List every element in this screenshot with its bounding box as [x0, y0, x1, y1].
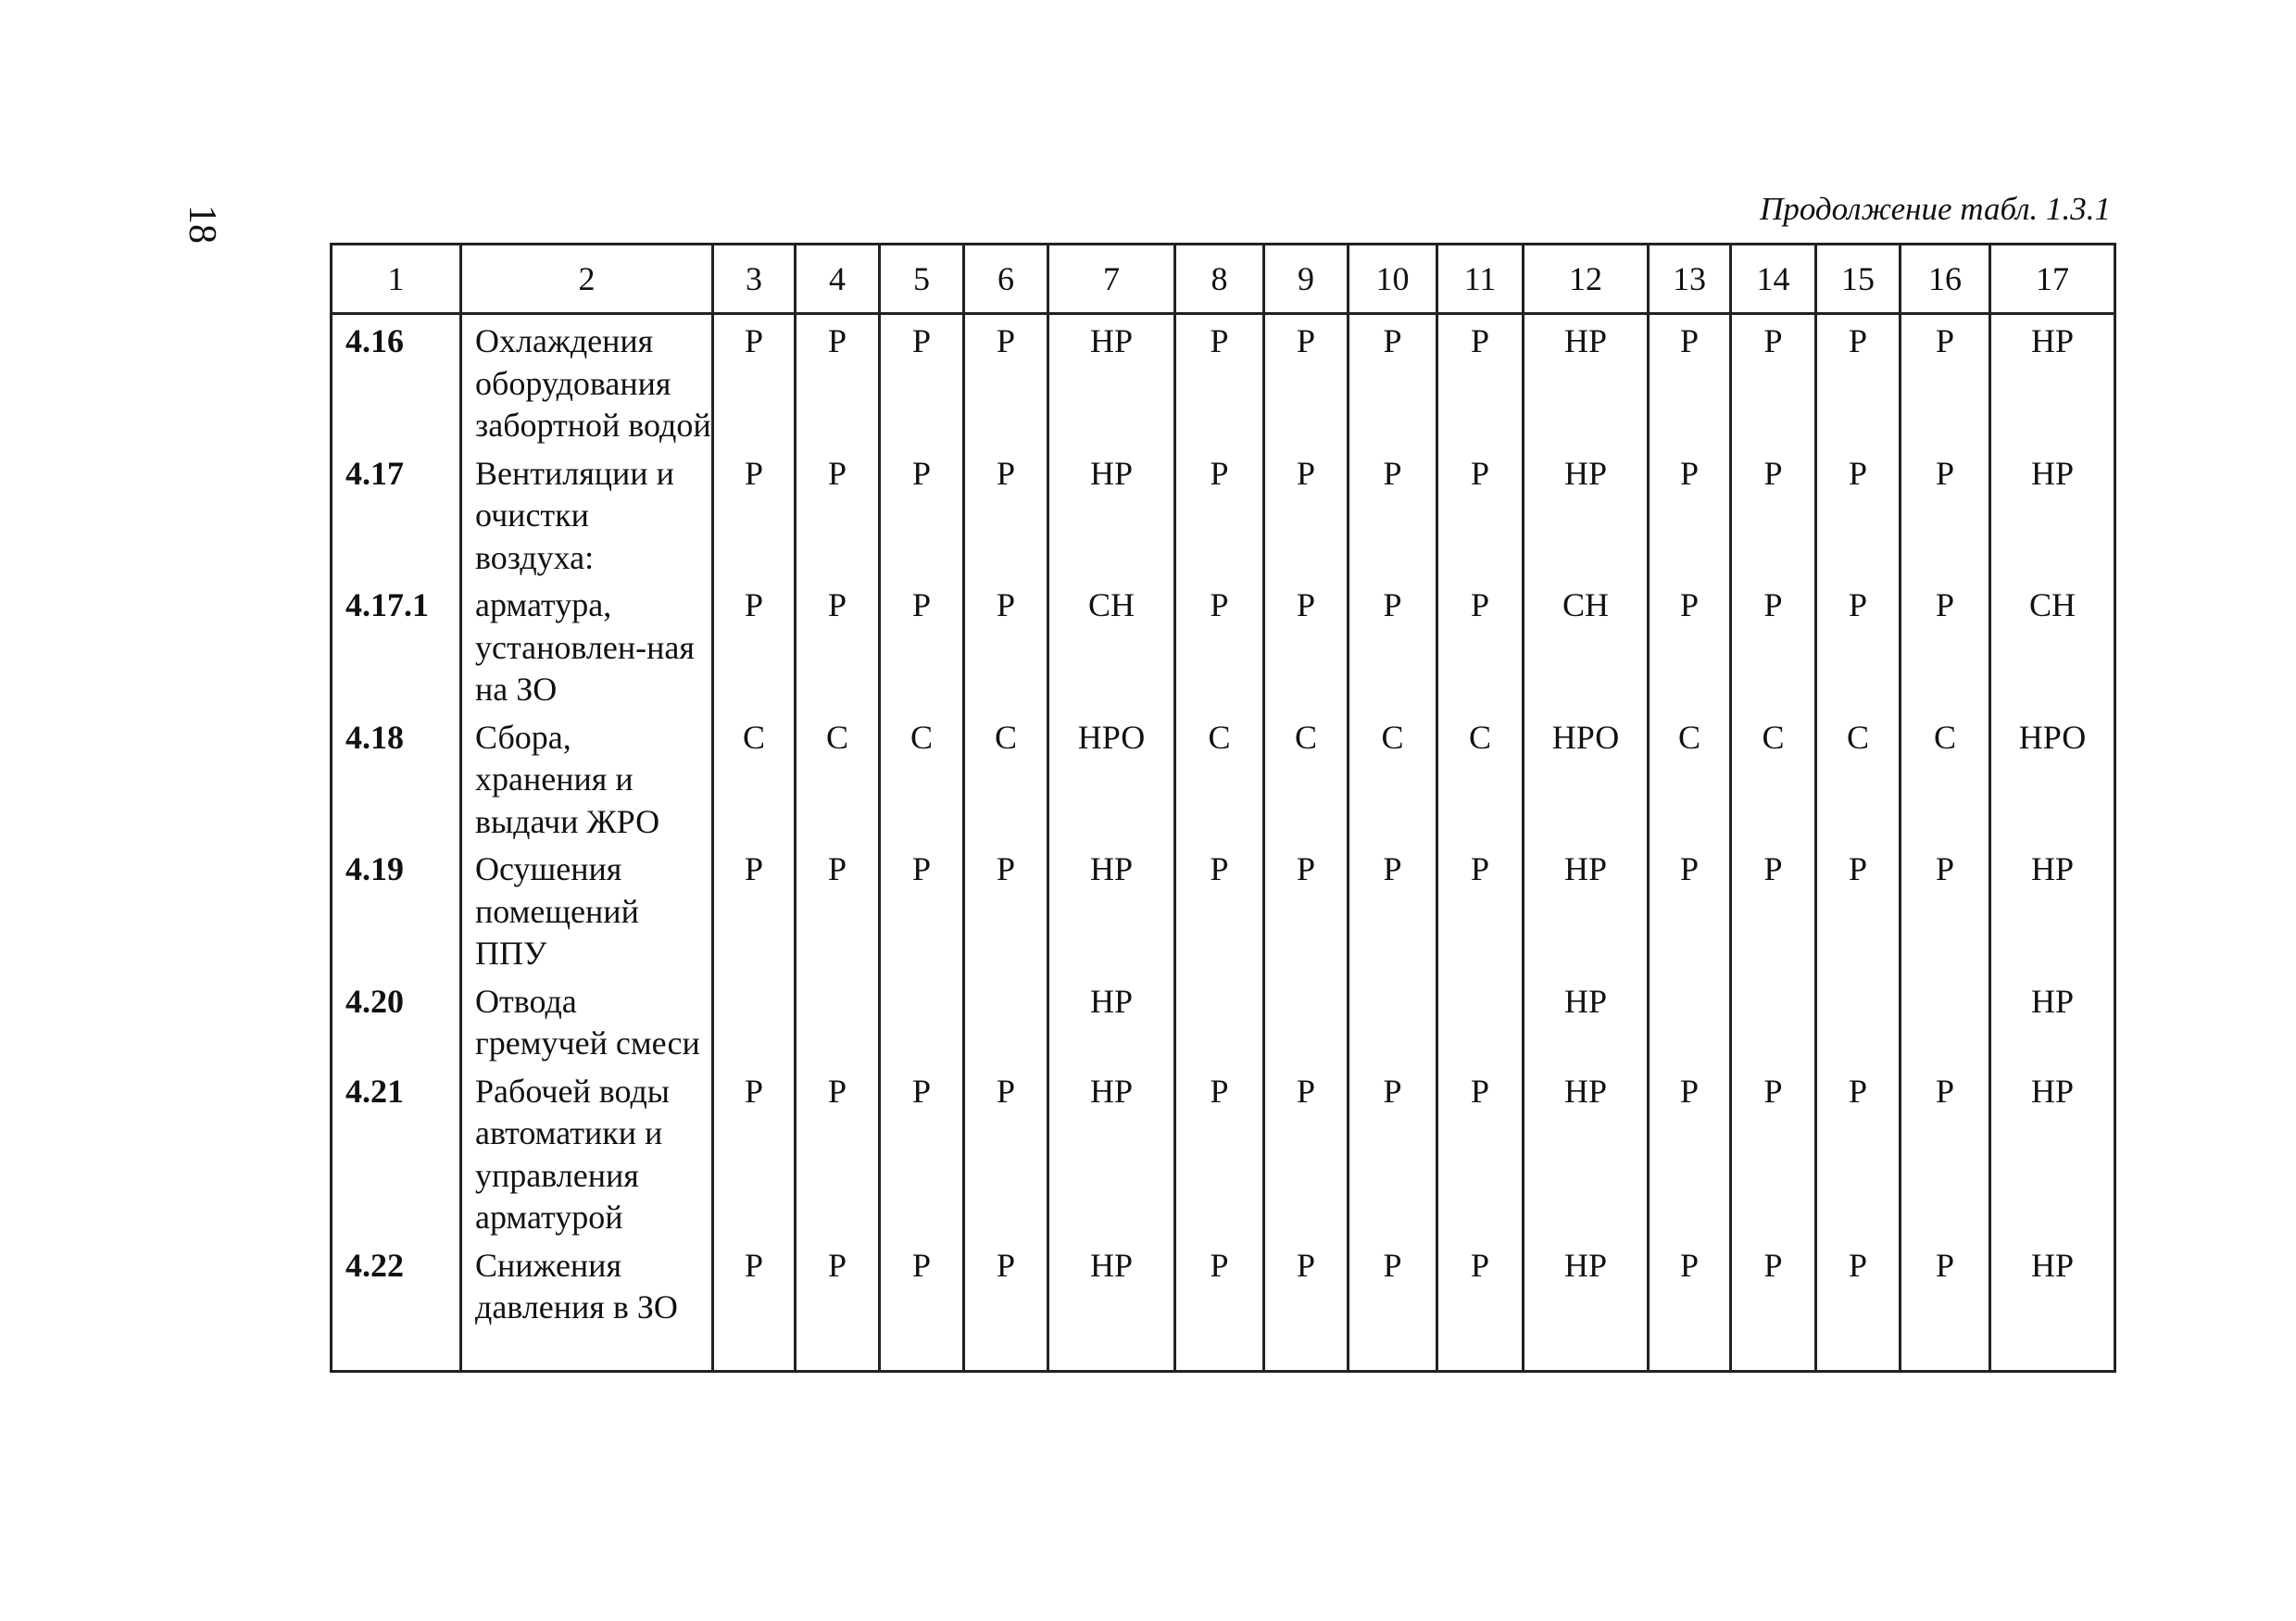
column-header: 12 [1524, 245, 1649, 314]
cell-value: Р [1816, 1065, 1901, 1239]
cell-value: Р [1649, 1239, 1731, 1372]
row-number: 4.21 [332, 1065, 461, 1239]
table-row [332, 447, 2115, 580]
cell-value: Р [1816, 1239, 1901, 1372]
cell-value: С [1816, 711, 1901, 844]
column-header: 8 [1175, 245, 1264, 314]
cell-value: Р [1901, 579, 1990, 711]
row-number: 4.17 [332, 447, 461, 580]
cell-value: Р [796, 1065, 880, 1239]
cell-value: Р [1264, 579, 1349, 711]
cell-value: Р [1349, 579, 1437, 711]
cell-value: Р [1816, 314, 1901, 447]
cell-value: Р [796, 447, 880, 580]
cell-value: Р [1349, 843, 1437, 975]
cell-value: СН [1524, 579, 1649, 711]
cell-value [1816, 975, 1901, 1065]
cell-value: Р [713, 447, 796, 580]
cell-value: НР [1524, 447, 1649, 580]
cell-value: Р [964, 843, 1048, 975]
table-body [332, 314, 2115, 1372]
cell-value: Р [880, 843, 964, 975]
table-row [332, 1239, 2115, 1372]
cell-value: Р [1649, 579, 1731, 711]
cell-value: Р [964, 1065, 1048, 1239]
column-header: 10 [1349, 245, 1437, 314]
cell-value: Р [1901, 314, 1990, 447]
cell-value: Р [1731, 579, 1816, 711]
cell-value: Р [1901, 1065, 1990, 1239]
cell-value: Р [1901, 843, 1990, 975]
cell-value: Р [880, 1065, 964, 1239]
table-row [332, 314, 2115, 447]
cell-value: Р [1437, 579, 1524, 711]
column-header: 1 [332, 245, 461, 314]
cell-value: Р [1816, 843, 1901, 975]
cell-value: НРО [1048, 711, 1175, 844]
cell-value: Р [880, 447, 964, 580]
cell-value: Р [964, 579, 1048, 711]
cell-value: С [880, 711, 964, 844]
cell-value: Р [796, 843, 880, 975]
cell-value: С [1264, 711, 1349, 844]
cell-value: Р [1175, 447, 1264, 580]
cell-value: Р [1437, 1065, 1524, 1239]
cell-value: С [1649, 711, 1731, 844]
cell-value: Р [1175, 1239, 1264, 1372]
cell-value: НР [1990, 447, 2115, 580]
cell-value [880, 975, 964, 1065]
cell-value: НР [1048, 314, 1175, 447]
cell-value: НР [1524, 1239, 1649, 1372]
cell-value: НР [1524, 843, 1649, 975]
cell-value [1264, 975, 1349, 1065]
cell-value: С [796, 711, 880, 844]
row-name: Снижения давления в ЗО [461, 1239, 713, 1372]
row-name: Рабочей воды автоматики и управления арматурой [461, 1065, 713, 1239]
cell-value: Р [796, 1239, 880, 1372]
cell-value: Р [1349, 314, 1437, 447]
column-header: 13 [1649, 245, 1731, 314]
table-row [332, 579, 2115, 711]
cell-value: С [1175, 711, 1264, 844]
cell-value [1349, 975, 1437, 1065]
cell-value: Р [713, 1065, 796, 1239]
cell-value: НР [1048, 843, 1175, 975]
column-header: 9 [1264, 245, 1349, 314]
cell-value [1649, 975, 1731, 1065]
cell-value: Р [1731, 1239, 1816, 1372]
cell-value: Р [1731, 314, 1816, 447]
column-header: 17 [1990, 245, 2115, 314]
cell-value: Р [1175, 579, 1264, 711]
cell-value: Р [1264, 1239, 1349, 1372]
cell-value: НР [1524, 975, 1649, 1065]
cell-value: Р [1264, 447, 1349, 580]
cell-value: Р [880, 314, 964, 447]
cell-value: Р [1349, 1065, 1437, 1239]
cell-value: НР [1048, 1065, 1175, 1239]
cell-value: Р [880, 1239, 964, 1372]
cell-value: Р [1264, 314, 1349, 447]
column-header: 5 [880, 245, 964, 314]
cell-value: Р [1437, 447, 1524, 580]
cell-value: НР [1524, 314, 1649, 447]
cell-value: НР [1990, 314, 2115, 447]
cell-value: НР [1048, 447, 1175, 580]
cell-value [964, 975, 1048, 1065]
row-name: арматура, установлен-ная на ЗО [461, 579, 713, 711]
cell-value: СН [1048, 579, 1175, 711]
cell-value: С [964, 711, 1048, 844]
cell-value [1175, 975, 1264, 1065]
cell-value: Р [1731, 1065, 1816, 1239]
row-name: Отвода гремучей смеси [461, 975, 713, 1065]
cell-value: Р [1816, 579, 1901, 711]
cell-value: Р [1175, 314, 1264, 447]
cell-value [1437, 975, 1524, 1065]
cell-value: Р [1901, 447, 1990, 580]
cell-value: Р [880, 579, 964, 711]
cell-value: НР [1048, 1239, 1175, 1372]
column-header: 2 [461, 245, 713, 314]
row-number: 4.19 [332, 843, 461, 975]
cell-value: СН [1990, 579, 2115, 711]
cell-value: НР [1048, 975, 1175, 1065]
table-row [332, 1065, 2115, 1239]
page-number: 18 [181, 205, 223, 244]
column-header: 3 [713, 245, 796, 314]
cell-value: Р [964, 1239, 1048, 1372]
column-header: 11 [1437, 245, 1524, 314]
table-row [332, 843, 2115, 975]
cell-value: Р [713, 314, 796, 447]
cell-value: С [1437, 711, 1524, 844]
column-header: 15 [1816, 245, 1901, 314]
cell-value [1901, 975, 1990, 1065]
cell-value [713, 975, 796, 1065]
row-name: Охлаждения оборудования забортной водой [461, 314, 713, 447]
cell-value: С [1349, 711, 1437, 844]
row-name: Сбора, хранения и выдачи ЖРО [461, 711, 713, 844]
cell-value: Р [1349, 1239, 1437, 1372]
cell-value: Р [1437, 1239, 1524, 1372]
cell-value: Р [1175, 843, 1264, 975]
cell-value: Р [1437, 843, 1524, 975]
cell-value: С [1731, 711, 1816, 844]
column-header: 7 [1048, 245, 1175, 314]
cell-value: Р [796, 314, 880, 447]
cell-value: Р [1901, 1239, 1990, 1372]
cell-value: Р [1175, 1065, 1264, 1239]
row-number: 4.20 [332, 975, 461, 1065]
cell-value: Р [713, 1239, 796, 1372]
header-row [332, 245, 2115, 314]
row-number: 4.17.1 [332, 579, 461, 711]
cell-value: Р [1264, 1065, 1349, 1239]
cell-value: Р [1349, 447, 1437, 580]
cell-value: Р [1649, 314, 1731, 447]
table-row [332, 975, 2115, 1065]
cell-value: Р [796, 579, 880, 711]
column-header: 6 [964, 245, 1048, 314]
cell-value [796, 975, 880, 1065]
cell-value: Р [1437, 314, 1524, 447]
row-number: 4.22 [332, 1239, 461, 1372]
cell-value: НР [1990, 975, 2115, 1065]
data-table [330, 243, 2116, 1373]
row-name: Осушения помещений ППУ [461, 843, 713, 975]
cell-value: Р [964, 314, 1048, 447]
cell-value: Р [1649, 447, 1731, 580]
table-row [332, 711, 2115, 844]
cell-value: НР [1524, 1065, 1649, 1239]
row-number: 4.16 [332, 314, 461, 447]
cell-value: НРО [1524, 711, 1649, 844]
column-header: 4 [796, 245, 880, 314]
cell-value: Р [1649, 1065, 1731, 1239]
cell-value: Р [1731, 843, 1816, 975]
cell-value: Р [1264, 843, 1349, 975]
column-header: 14 [1731, 245, 1816, 314]
cell-value: Р [1816, 447, 1901, 580]
cell-value: Р [1649, 843, 1731, 975]
cell-value: Р [713, 843, 796, 975]
cell-value [1731, 975, 1816, 1065]
cell-value: НР [1990, 1065, 2115, 1239]
column-header: 16 [1901, 245, 1990, 314]
cell-value: Р [713, 579, 796, 711]
cell-value: НРО [1990, 711, 2115, 844]
cell-value: Р [1731, 447, 1816, 580]
row-number: 4.18 [332, 711, 461, 844]
cell-value: Р [964, 447, 1048, 580]
row-name: Вентиляции и очистки воздуха: [461, 447, 713, 580]
cell-value: НР [1990, 843, 2115, 975]
cell-value: НР [1990, 1239, 2115, 1372]
cell-value: С [1901, 711, 1990, 844]
cell-value: С [713, 711, 796, 844]
table-caption: Продолжение табл. 1.3.1 [1760, 191, 2111, 227]
